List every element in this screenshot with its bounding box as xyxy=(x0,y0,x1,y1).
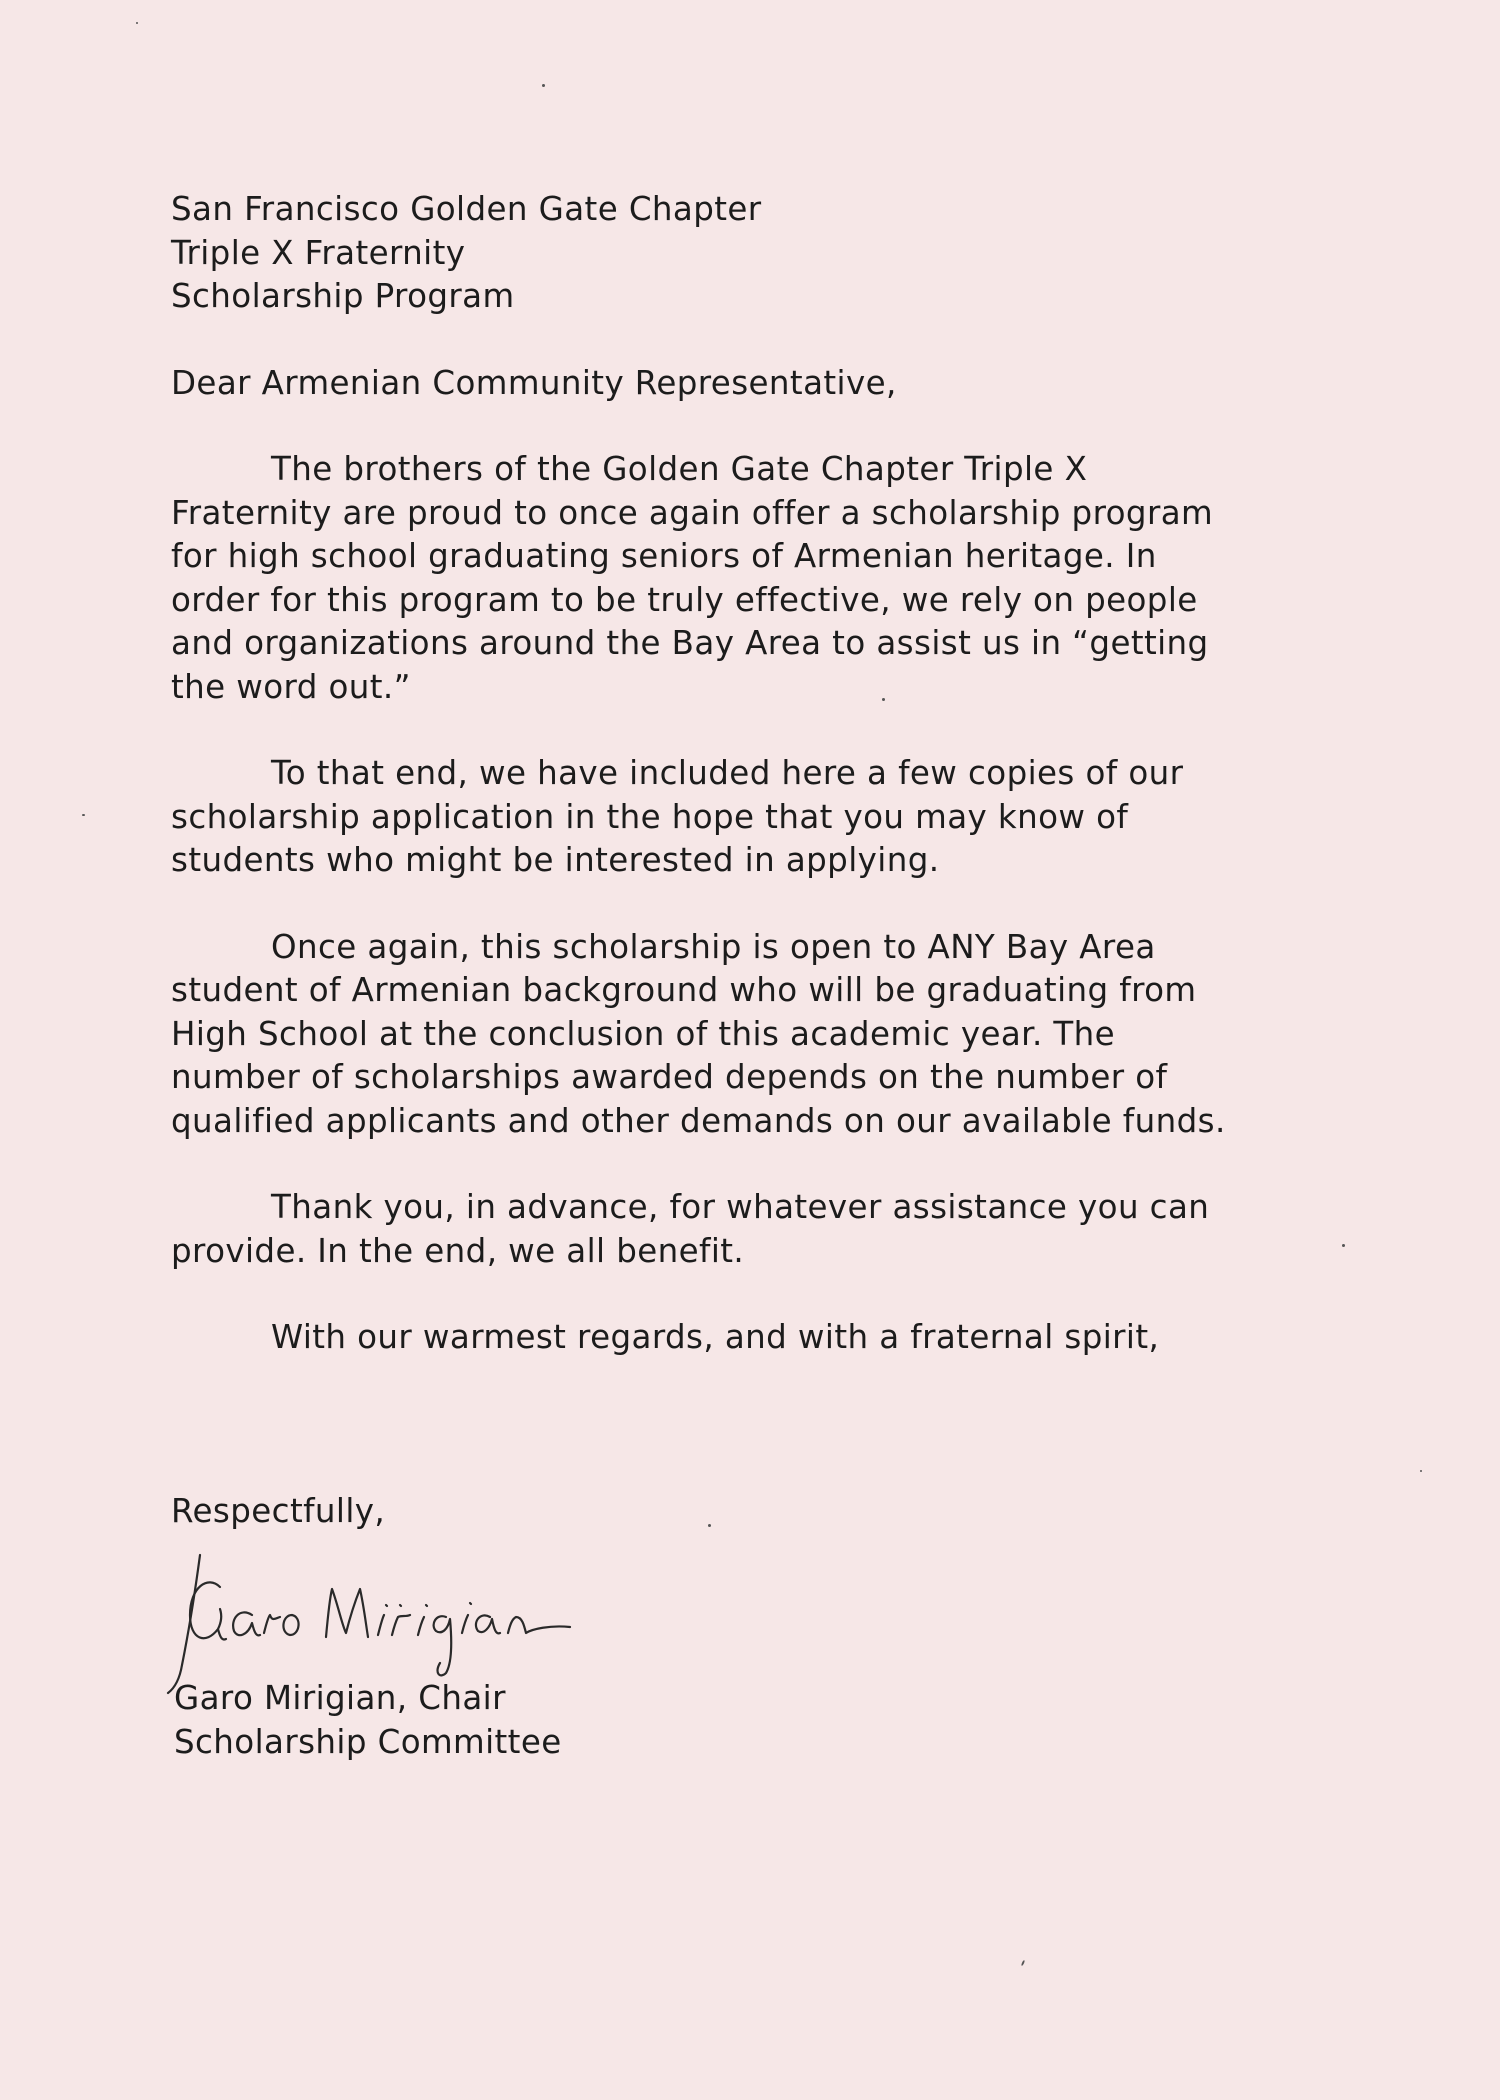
paragraph-line: for high school graduating seniors of Armenian heritage. In xyxy=(171,537,1157,575)
scan-speck xyxy=(136,22,138,24)
paragraph-line: number of scholarships awarded depends on the number of xyxy=(171,1058,1168,1096)
paragraph-line: student of Armenian background who will be graduating from xyxy=(171,971,1197,1009)
letterhead xyxy=(171,188,1351,319)
scan-speck xyxy=(1342,1244,1345,1247)
paragraph-line: and organizations around the Bay Area to assist us in “getting xyxy=(171,624,1209,662)
paragraph-line: provide. In the end, we all benefit. xyxy=(171,1231,745,1270)
paragraph-line: To that end, we have included here a few copies of our xyxy=(271,754,1184,792)
closing-line: With our warmest regards, and with a fraternal spirit, xyxy=(271,1318,1160,1356)
paragraph-line: students who might be interested in applying. xyxy=(171,841,940,879)
scan-speck xyxy=(82,814,85,816)
letterhead-line-organization: San Francisco Golden Gate Chapter xyxy=(171,190,762,228)
sign-off: Respectfully, xyxy=(171,1491,386,1530)
letterhead-line-fraternity: Triple X Fraternity xyxy=(171,233,466,272)
scan-speck xyxy=(708,1524,711,1527)
signer-block xyxy=(174,1676,562,1764)
paragraph-line: Fraternity are proud to once again offer a scholarship program xyxy=(171,493,1214,532)
handwritten-signature xyxy=(160,1545,600,1695)
signer-committee: Scholarship Committee xyxy=(174,1723,562,1761)
scan-speck xyxy=(882,698,885,701)
paragraph-line: the word out.” xyxy=(171,667,411,706)
paragraph-4 xyxy=(171,1186,1351,1273)
paragraph-line: scholarship application in the hope that you may know of xyxy=(171,797,1129,836)
scan-speck xyxy=(1420,1470,1422,1472)
scan-speck xyxy=(542,84,545,87)
paragraph-line: High School at the conclusion of this academic year. The xyxy=(171,1014,1116,1053)
scan-speck xyxy=(1021,1960,1025,1966)
paragraph-line: order for this program to be truly effective, we rely on people xyxy=(171,580,1198,619)
paragraph-line: Once again, this scholarship is open to ANY Bay Area xyxy=(271,927,1156,966)
letter-body xyxy=(171,188,1351,1533)
paragraph-2 xyxy=(171,752,1351,883)
paragraph-1 xyxy=(171,448,1351,709)
paragraph-line: qualified applicants and other demands on our available funds. xyxy=(171,1101,1226,1140)
signature-text: Garo Mirigian xyxy=(160,1545,167,1546)
paragraph-line: Thank you, in advance, for whatever assistance you can xyxy=(271,1188,1210,1226)
salutation: Dear Armenian Community Representative, xyxy=(171,363,897,402)
paragraph-3 xyxy=(171,926,1351,1144)
signer-name-title: Garo Mirigian, Chair xyxy=(174,1679,506,1717)
letterhead-line-program: Scholarship Program xyxy=(171,277,515,315)
paragraph-line: The brothers of the Golden Gate Chapter Triple X xyxy=(271,450,1088,488)
